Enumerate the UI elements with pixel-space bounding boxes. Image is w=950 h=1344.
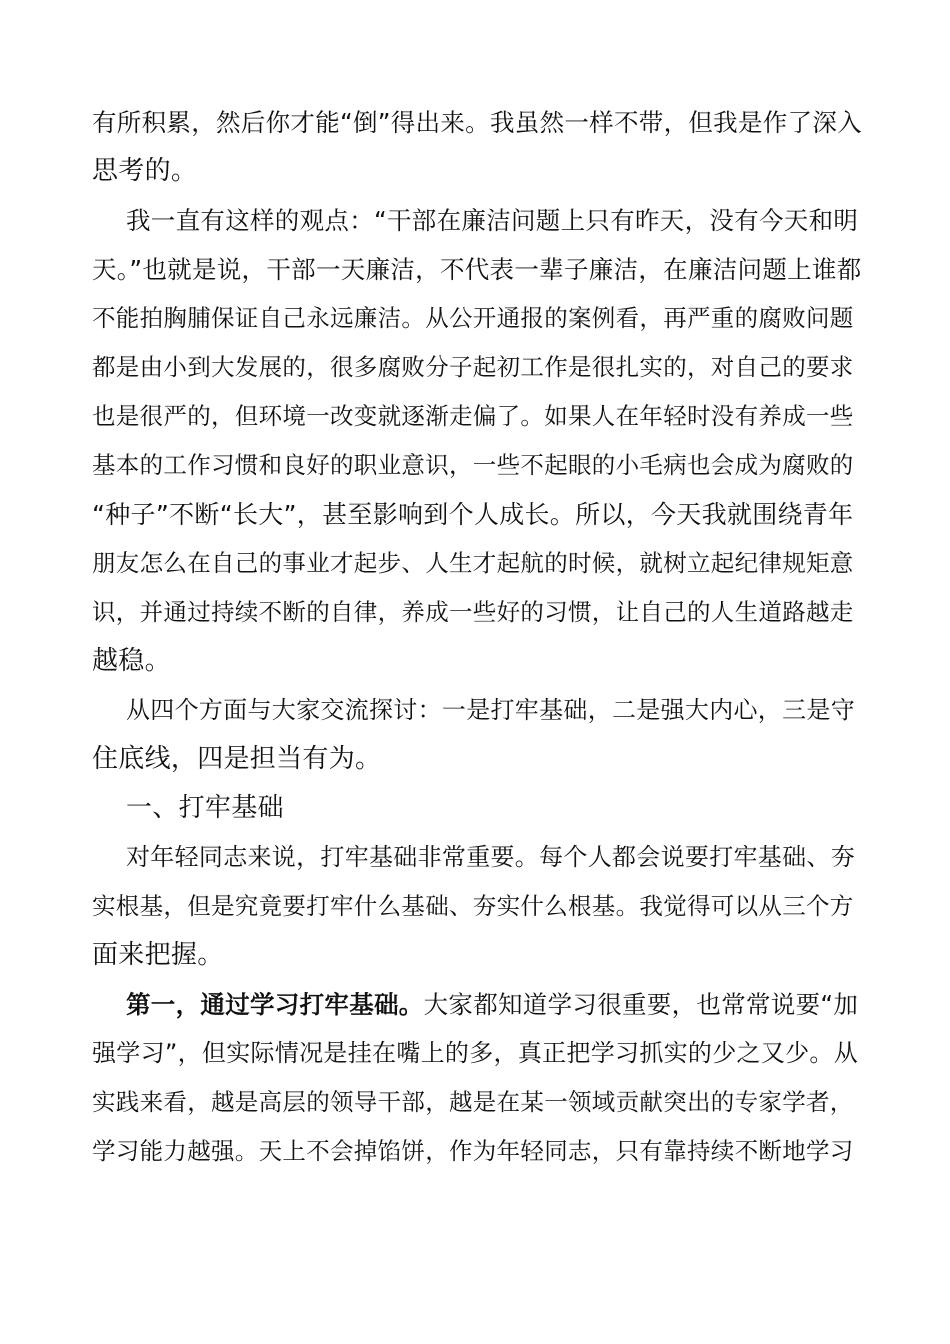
text-line: “种子”不断“长大”，甚至影响到个人成长。所以，今天我就围绕青年 [92,500,854,529]
section-heading: 一、打牢基础 [126,793,284,823]
text-line: 思考的。 [92,156,198,186]
text-line: 都是由小到大发展的，很多腐败分子起初工作是很扎实的，对自己的要求 [92,353,854,381]
text-line: 实根基，但是究竟要打牢什么基础、夯实什么根基。我觉得可以从三个方 [92,892,854,920]
text-line: 基本的工作习惯和良好的职业意识，一些不起眼的小毛病也会成为腐败的 [92,451,854,479]
text-line: 也是很严的，但环境一改变就逐渐走偏了。如果人在年轻时没有养成一些 [92,402,854,430]
text-line: 朋友怎么在自己的事业才起步、人生才起航的时候，就树立起纪律规矩意 [92,549,854,577]
bold-lead: 第一，通过学习打牢基础。 [126,990,424,1019]
text-line: 识，并通过持续不断的自律，养成一些好的习惯，让自己的人生道路越走 [92,598,854,626]
text-line: 学习能力越强。天上不会掉馅饼，作为年轻同志，只有靠持续不断地学习 [92,1137,854,1165]
text-line: 我一直有这样的观点：“干部在廉洁问题上只有昨天，没有今天和明 [126,206,859,235]
text-line: 实践来看，越是高层的领导干部，越是在某一领域贡献突出的专家学者， [92,1088,854,1116]
text-line: 对年轻同志来说，打牢基础非常重要。每个人都会说要打牢基础、夯 [126,843,855,871]
text-line: 从四个方面与大家交流探讨：一是打牢基础，二是强大内心，三是守 [126,696,855,724]
text-line-rest: 大家都知道学习很重要，也常常说要“加 [423,990,859,1019]
text-line: 越稳。 [92,646,171,676]
text-line: 住底线，四是担当有为。 [92,744,382,774]
body-text [92,98,862,1176]
text-line: 面来把握。 [92,940,224,970]
text-line: 天。”也就是说，干部一天廉洁，不代表一辈子廉洁，在廉洁问题上谁都 [92,255,862,284]
text-line-with-bold-lead [92,980,862,1029]
text-line: 有所积累，然后你才能“倒”得出来。我虽然一样不带，但我是作了深入 [92,108,862,137]
text-line: 强学习”，但实际情况是挂在嘴上的多，真正把学习抓实的少之又少。从 [92,1039,859,1067]
text-line: 不能拍胸脯保证自己永远廉洁。从公开通报的案例看，再严重的腐败问题 [92,304,854,332]
